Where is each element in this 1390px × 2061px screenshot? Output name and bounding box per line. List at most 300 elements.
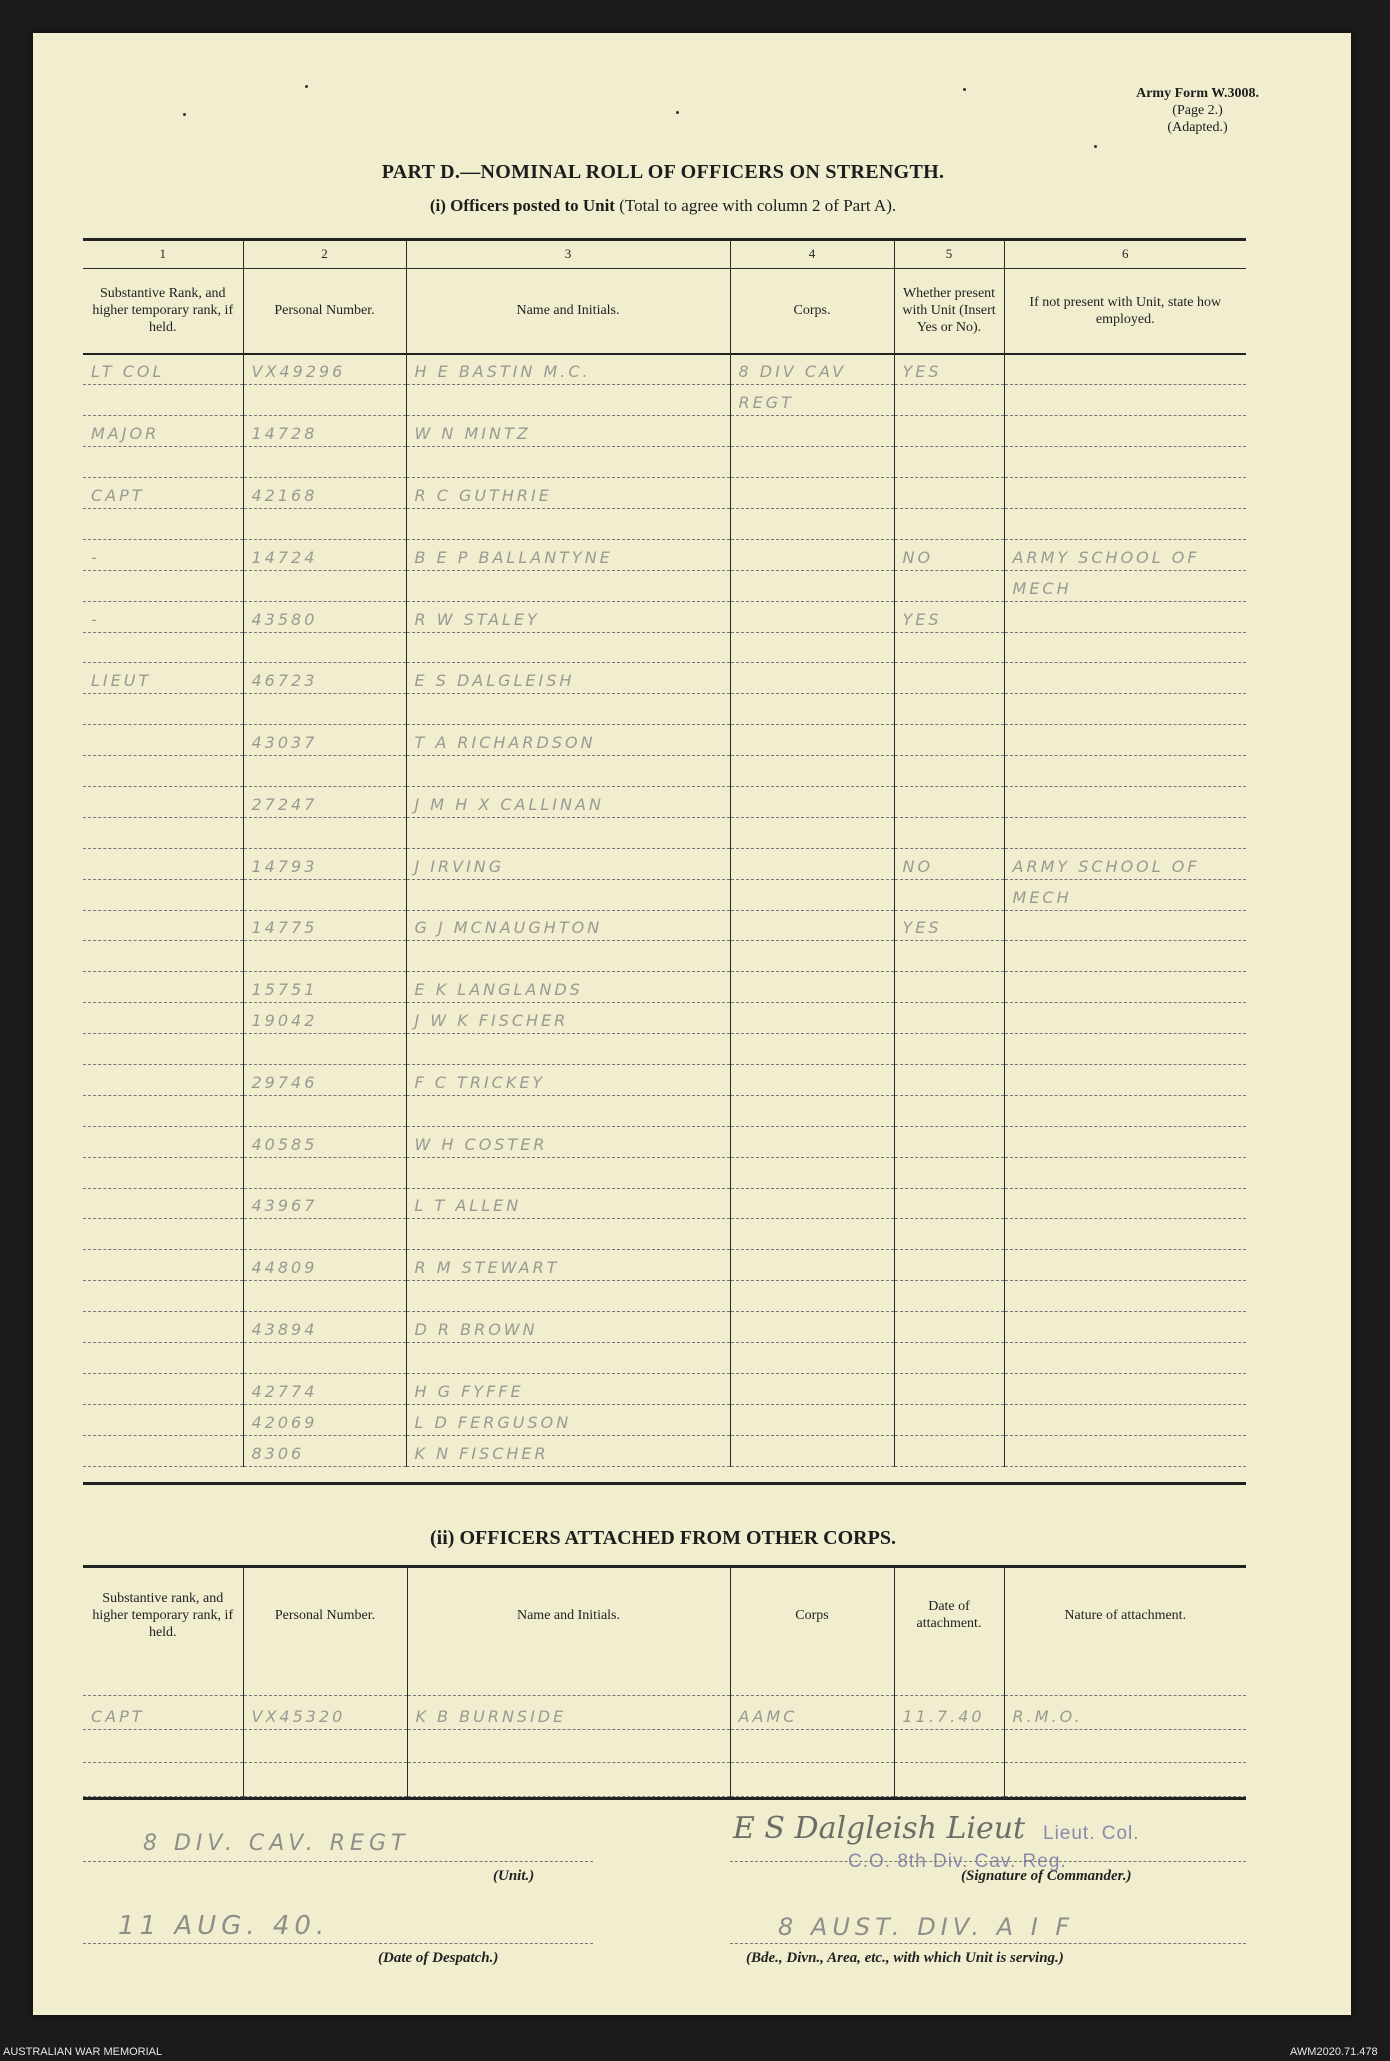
- col-number: 5: [894, 240, 1004, 268]
- table2-cell: [243, 1729, 407, 1763]
- table1-cell: W N MINTZ: [406, 416, 730, 447]
- table1-cell: [406, 1281, 730, 1312]
- table1-cell: [730, 1034, 894, 1065]
- table1-cell: J W K FISCHER: [406, 1003, 730, 1034]
- table1-cell: [894, 941, 1004, 972]
- table1-cell: [894, 1126, 1004, 1157]
- table1-cell: F C TRICKEY: [406, 1064, 730, 1095]
- table2-row: [83, 1763, 1246, 1797]
- table1-cell: [1004, 1003, 1246, 1034]
- table1-cell: [730, 848, 894, 879]
- table1-cell: [730, 601, 894, 632]
- col-number: 4: [730, 240, 894, 268]
- table1-cell: H E BASTIN M.C.: [406, 354, 730, 385]
- table2-cell: [1004, 1662, 1246, 1696]
- table1-row: [83, 1064, 1246, 1095]
- table1-cell: [83, 1343, 243, 1374]
- table1-cell: [894, 447, 1004, 478]
- table1-cell: [83, 910, 243, 941]
- table1-cell: [1004, 601, 1246, 632]
- formation-label: (Bde., Divn., Area, etc., with which Unit is serving.): [746, 1950, 1064, 1966]
- table1-cell: [894, 1188, 1004, 1219]
- table1-cell: 19042: [243, 1003, 406, 1034]
- table1-cell: MAJOR: [83, 416, 243, 447]
- table1-cell: [1004, 508, 1246, 539]
- table1-cell: [1004, 1188, 1246, 1219]
- table1-row: [83, 941, 1246, 972]
- table1-cell: [83, 1095, 243, 1126]
- table1-cell: J M H X CALLINAN: [406, 786, 730, 817]
- table1-cell: [894, 786, 1004, 817]
- table1-cell: [243, 941, 406, 972]
- table2-body: [83, 1662, 1246, 1796]
- table1-cell: D R BROWN: [406, 1312, 730, 1343]
- table1-row: [83, 972, 1246, 1003]
- table1-cell: [243, 756, 406, 787]
- table1-cell: [730, 725, 894, 756]
- table1-row: [83, 1034, 1246, 1065]
- table1-cell: [730, 694, 894, 725]
- header-rank: Substantive Rank, and higher temporary rank, if held.: [83, 268, 243, 354]
- table1-cell: [730, 1343, 894, 1374]
- header-date-attachment: Date of attachment.: [894, 1568, 1004, 1662]
- table1-cell: [83, 385, 243, 416]
- table1-cell: K N FISCHER: [406, 1435, 730, 1466]
- table1-cell: NO: [894, 848, 1004, 879]
- table1-cell: [1004, 725, 1246, 756]
- table1-cell: 29746: [243, 1064, 406, 1095]
- table1-cell: [406, 879, 730, 910]
- table1-cell: [730, 1095, 894, 1126]
- table1-cell: 8306: [243, 1435, 406, 1466]
- table1-cell: [406, 508, 730, 539]
- table1-cell: [1004, 1219, 1246, 1250]
- table1-row: [83, 1157, 1246, 1188]
- unit-line: [83, 1861, 593, 1862]
- header-nature-attachment: Nature of attachment.: [1004, 1568, 1246, 1662]
- table1-cell: [730, 1003, 894, 1034]
- formation-line: [730, 1943, 1246, 1944]
- table2-cell: VX45320: [243, 1696, 407, 1730]
- col-number: 3: [406, 240, 730, 268]
- table2-cell: [407, 1729, 730, 1763]
- table1-cell: NO: [894, 539, 1004, 570]
- table1-cell: [1004, 1250, 1246, 1281]
- table1-cell: T A RICHARDSON: [406, 725, 730, 756]
- officers-attached-table: [83, 1568, 1246, 1797]
- table2-cell: [730, 1662, 894, 1696]
- table1-cell: -: [83, 539, 243, 570]
- table1-cell: [1004, 1404, 1246, 1435]
- date-value: 11 AUG. 40.: [118, 1911, 330, 1941]
- paper-speck: [963, 88, 966, 91]
- table1-cell: J IRVING: [406, 848, 730, 879]
- table1-cell: [730, 786, 894, 817]
- table1-cell: LIEUT: [83, 663, 243, 694]
- table1-row: [83, 539, 1246, 570]
- table1-cell: L D FERGUSON: [406, 1404, 730, 1435]
- table1-row: [83, 478, 1246, 509]
- table1-cell: [730, 817, 894, 848]
- table1-cell: 46723: [243, 663, 406, 694]
- table1-cell: MECH: [1004, 570, 1246, 601]
- table1-cell: [894, 478, 1004, 509]
- table2-cell: K B BURNSIDE: [407, 1696, 730, 1730]
- table1-cell: [894, 817, 1004, 848]
- commander-signature: E S Dalgleish Lieut: [733, 1811, 1026, 1846]
- table1-cell: [730, 1281, 894, 1312]
- col-number: 6: [1004, 240, 1246, 268]
- table1-cell: [730, 539, 894, 570]
- table1-cell: [894, 725, 1004, 756]
- table1-cell: [406, 694, 730, 725]
- table1-cell: [894, 879, 1004, 910]
- form-adapted: (Adapted.): [1167, 120, 1228, 135]
- table1-cell: [243, 570, 406, 601]
- table1-cell: VX49296: [243, 354, 406, 385]
- table2-row: [83, 1696, 1246, 1730]
- header-corps: Corps.: [730, 268, 894, 354]
- table1-cell: 43967: [243, 1188, 406, 1219]
- table1-cell: [406, 1095, 730, 1126]
- table2-cell: [83, 1763, 243, 1797]
- header-name: Name and Initials.: [406, 268, 730, 354]
- table1-cell: [406, 447, 730, 478]
- table1-cell: 27247: [243, 786, 406, 817]
- table1-cell: [1004, 694, 1246, 725]
- table1-cell: R C GUTHRIE: [406, 478, 730, 509]
- table1-cell: [894, 1343, 1004, 1374]
- table1-cell: [730, 1126, 894, 1157]
- table1-cell: [83, 972, 243, 1003]
- table1-body: [83, 354, 1246, 1466]
- table1-cell: [730, 756, 894, 787]
- table2-cell: [1004, 1729, 1246, 1763]
- table1-cell: YES: [894, 601, 1004, 632]
- table1-cell: [894, 1404, 1004, 1435]
- table1-cell: [406, 632, 730, 663]
- table2-cell: 11.7.40: [894, 1696, 1004, 1730]
- table1-cell: 15751: [243, 972, 406, 1003]
- table1-cell: [406, 941, 730, 972]
- table1-cell: [1004, 941, 1246, 972]
- header-personal-number: Personal Number.: [243, 268, 406, 354]
- signature-line: [730, 1861, 1246, 1862]
- table1-cell: 44809: [243, 1250, 406, 1281]
- signature-label: (Signature of Commander.): [961, 1868, 1132, 1884]
- table1-cell: [1004, 1034, 1246, 1065]
- credit-right: AWM2020.71.478: [1290, 2046, 1378, 2058]
- table1-row: [83, 354, 1246, 385]
- table1-cell: [1004, 663, 1246, 694]
- table1-cell: [730, 1157, 894, 1188]
- table1-row: [83, 1281, 1246, 1312]
- table1-cell: [83, 1003, 243, 1034]
- table1-cell: [894, 1034, 1004, 1065]
- table1-bottom-rule: [83, 1482, 1246, 1485]
- table1-cell: [83, 848, 243, 879]
- table1-cell: [1004, 972, 1246, 1003]
- table1-row: [83, 1126, 1246, 1157]
- table1-cell: [243, 447, 406, 478]
- table1-row: [83, 1373, 1246, 1404]
- table1-cell: R W STALEY: [406, 601, 730, 632]
- table1-cell: H G FYFFE: [406, 1373, 730, 1404]
- table1-row: [83, 879, 1246, 910]
- unit-label: (Unit.): [493, 1868, 535, 1884]
- table1-cell: [730, 1312, 894, 1343]
- formation-value: 8 AUST. DIV. A I F: [778, 1913, 1075, 1941]
- table1-cell: [894, 1064, 1004, 1095]
- header-row: [83, 268, 1246, 354]
- table2-cell: [83, 1662, 243, 1696]
- table1-cell: [894, 632, 1004, 663]
- stamp-rank: Lieut. Col.: [1043, 1823, 1140, 1844]
- col-number: 2: [243, 240, 406, 268]
- table1-cell: [243, 385, 406, 416]
- table1-cell: [730, 1404, 894, 1435]
- table1-cell: 40585: [243, 1126, 406, 1157]
- page-title: PART D.—NOMINAL ROLL OF OFFICERS ON STRENGTH.: [381, 161, 945, 183]
- table1-cell: E K LANGLANDS: [406, 972, 730, 1003]
- table1-cell: [83, 508, 243, 539]
- table1-cell: [406, 1343, 730, 1374]
- table1-cell: W H COSTER: [406, 1126, 730, 1157]
- table1-row: [83, 1404, 1246, 1435]
- table1-cell: [894, 1281, 1004, 1312]
- table1-cell: [83, 725, 243, 756]
- form-page: (Page 2.): [1172, 103, 1223, 118]
- table2-cell: [243, 1662, 407, 1696]
- table1-cell: [1004, 910, 1246, 941]
- table1-cell: [894, 972, 1004, 1003]
- table2-row: [83, 1729, 1246, 1763]
- header-employment: If not present with Unit, state how employed.: [1004, 268, 1246, 354]
- table1-cell: [243, 1095, 406, 1126]
- table1-row: [83, 694, 1246, 725]
- table1-cell: [730, 1373, 894, 1404]
- table1-cell: 43580: [243, 601, 406, 632]
- table1-cell: [1004, 1373, 1246, 1404]
- table2-header-row: [83, 1568, 1246, 1662]
- table2-cell: [730, 1729, 894, 1763]
- table1-cell: [1004, 1343, 1246, 1374]
- header-personal-number: Personal Number.: [243, 1568, 407, 1662]
- table1-cell: [730, 570, 894, 601]
- table1-row: [83, 756, 1246, 787]
- table1-cell: [83, 694, 243, 725]
- table1-cell: [1004, 756, 1246, 787]
- table1-cell: E S DALGLEISH: [406, 663, 730, 694]
- table1-cell: [243, 1219, 406, 1250]
- table1-row: [83, 508, 1246, 539]
- table1-cell: [83, 1404, 243, 1435]
- table1-row: [83, 786, 1246, 817]
- table1-row: [83, 570, 1246, 601]
- table1-row: [83, 1219, 1246, 1250]
- page-subtitle: [33, 196, 1293, 216]
- table1-cell: [243, 879, 406, 910]
- table2-cell: [730, 1763, 894, 1797]
- table1-cell: [894, 1250, 1004, 1281]
- date-label: (Date of Despatch.): [378, 1950, 499, 1966]
- paper-speck: [676, 111, 679, 114]
- table1-cell: [730, 632, 894, 663]
- table1-row: [83, 1343, 1246, 1374]
- table1-cell: [83, 1188, 243, 1219]
- table1-cell: [83, 1281, 243, 1312]
- table1-row: [83, 1095, 1246, 1126]
- table2-cell: [243, 1763, 407, 1797]
- table1-cell: YES: [894, 910, 1004, 941]
- table1-cell: -: [83, 601, 243, 632]
- table1-cell: [730, 1435, 894, 1466]
- table1-cell: CAPT: [83, 478, 243, 509]
- table1-cell: [406, 1219, 730, 1250]
- table1-cell: [894, 570, 1004, 601]
- table1-cell: [83, 786, 243, 817]
- table1-cell: [406, 1157, 730, 1188]
- table1-cell: [83, 1157, 243, 1188]
- table1-cell: 14793: [243, 848, 406, 879]
- table1-cell: [83, 1126, 243, 1157]
- table1-cell: [406, 1034, 730, 1065]
- table1-cell: [243, 817, 406, 848]
- table1-cell: [730, 972, 894, 1003]
- table1-cell: [83, 1373, 243, 1404]
- table1-cell: [1004, 1095, 1246, 1126]
- table1-cell: [730, 447, 894, 478]
- form-number: Army Form W.3008.: [1136, 86, 1259, 101]
- table1-cell: [1004, 1281, 1246, 1312]
- table1-cell: [1004, 817, 1246, 848]
- table1-cell: LT COL: [83, 354, 243, 385]
- table1-cell: G J MCNAUGHTON: [406, 910, 730, 941]
- table2-cell: [1004, 1763, 1246, 1797]
- credit-left: AUSTRALIAN WAR MEMORIAL: [3, 2046, 163, 2058]
- table1-cell: L T ALLEN: [406, 1188, 730, 1219]
- table1-cell: [406, 570, 730, 601]
- paper-speck: [183, 113, 186, 116]
- table1-row: [83, 1188, 1246, 1219]
- header-corps: Corps: [730, 1568, 894, 1662]
- table1-cell: [83, 447, 243, 478]
- table1-cell: [406, 385, 730, 416]
- table1-cell: [894, 416, 1004, 447]
- table1-cell: 42069: [243, 1404, 406, 1435]
- table2-cell: [407, 1763, 730, 1797]
- table1-cell: 14728: [243, 416, 406, 447]
- header-name: Name and Initials.: [407, 1568, 730, 1662]
- table1-cell: [1004, 1064, 1246, 1095]
- table1-cell: B E P BALLANTYNE: [406, 539, 730, 570]
- table1-cell: 14724: [243, 539, 406, 570]
- table1-cell: [1004, 385, 1246, 416]
- table1-cell: [894, 1435, 1004, 1466]
- table1-cell: [243, 1157, 406, 1188]
- table1-cell: [1004, 1312, 1246, 1343]
- table1-cell: [83, 817, 243, 848]
- table2-cell: AAMC: [730, 1696, 894, 1730]
- table1-row: [83, 910, 1246, 941]
- table2-cell: [83, 1729, 243, 1763]
- table1-cell: [243, 632, 406, 663]
- table1-cell: [243, 694, 406, 725]
- table1-cell: [406, 817, 730, 848]
- table1-cell: [1004, 447, 1246, 478]
- header-present: Whether present with Unit (Insert Yes or No).: [894, 268, 1004, 354]
- table1-cell: 42168: [243, 478, 406, 509]
- table1-cell: 8 DIV CAV: [730, 354, 894, 385]
- table1-cell: [730, 879, 894, 910]
- officers-posted-table: [83, 240, 1246, 1467]
- table1-row: [83, 385, 1246, 416]
- table1-cell: [83, 1064, 243, 1095]
- table1-cell: [894, 385, 1004, 416]
- table1-cell: ARMY SCHOOL OF: [1004, 539, 1246, 570]
- table1-cell: [894, 1312, 1004, 1343]
- table1-cell: [730, 941, 894, 972]
- table1-cell: [894, 1157, 1004, 1188]
- date-line: [83, 1943, 593, 1944]
- table1-cell: [243, 1343, 406, 1374]
- table2-cell: [894, 1729, 1004, 1763]
- table1-cell: [1004, 354, 1246, 385]
- table1-cell: [894, 508, 1004, 539]
- section-two-title: (ii) OFFICERS ATTACHED FROM OTHER CORPS.: [430, 1527, 896, 1549]
- table1-cell: [894, 756, 1004, 787]
- table1-row: [83, 1312, 1246, 1343]
- table1-cell: 14775: [243, 910, 406, 941]
- table1-cell: [894, 1219, 1004, 1250]
- table1-cell: [894, 1003, 1004, 1034]
- table1-cell: [1004, 1126, 1246, 1157]
- table1-cell: [83, 570, 243, 601]
- table1-cell: [1004, 632, 1246, 663]
- table2-bottom-rule: [83, 1797, 1246, 1800]
- table1-cell: [83, 1219, 243, 1250]
- table1-cell: [83, 1250, 243, 1281]
- table1-row: [83, 817, 1246, 848]
- table1-cell: [83, 632, 243, 663]
- table1-cell: [894, 694, 1004, 725]
- subtitle-rest: (Total to agree with column 2 of Part A).: [614, 196, 897, 215]
- table1-cell: [894, 1373, 1004, 1404]
- table1-cell: [243, 1034, 406, 1065]
- form-reference: [1136, 85, 1259, 136]
- table1-row: [83, 632, 1246, 663]
- table1-row: [83, 848, 1246, 879]
- table1-cell: [83, 756, 243, 787]
- table1-cell: [83, 1312, 243, 1343]
- table1-cell: [730, 1250, 894, 1281]
- table1-cell: YES: [894, 354, 1004, 385]
- table1-cell: [1004, 1157, 1246, 1188]
- paper-speck: [1094, 145, 1097, 148]
- table1-cell: [730, 1188, 894, 1219]
- table1-cell: [730, 508, 894, 539]
- table1-cell: 43894: [243, 1312, 406, 1343]
- table1-cell: [243, 1281, 406, 1312]
- table1-cell: [83, 1034, 243, 1065]
- table1-cell: 42774: [243, 1373, 406, 1404]
- table1-cell: [1004, 478, 1246, 509]
- table1-row: [83, 416, 1246, 447]
- table1-cell: [83, 879, 243, 910]
- table1-cell: [1004, 786, 1246, 817]
- table1-cell: [730, 416, 894, 447]
- table1-cell: [730, 1219, 894, 1250]
